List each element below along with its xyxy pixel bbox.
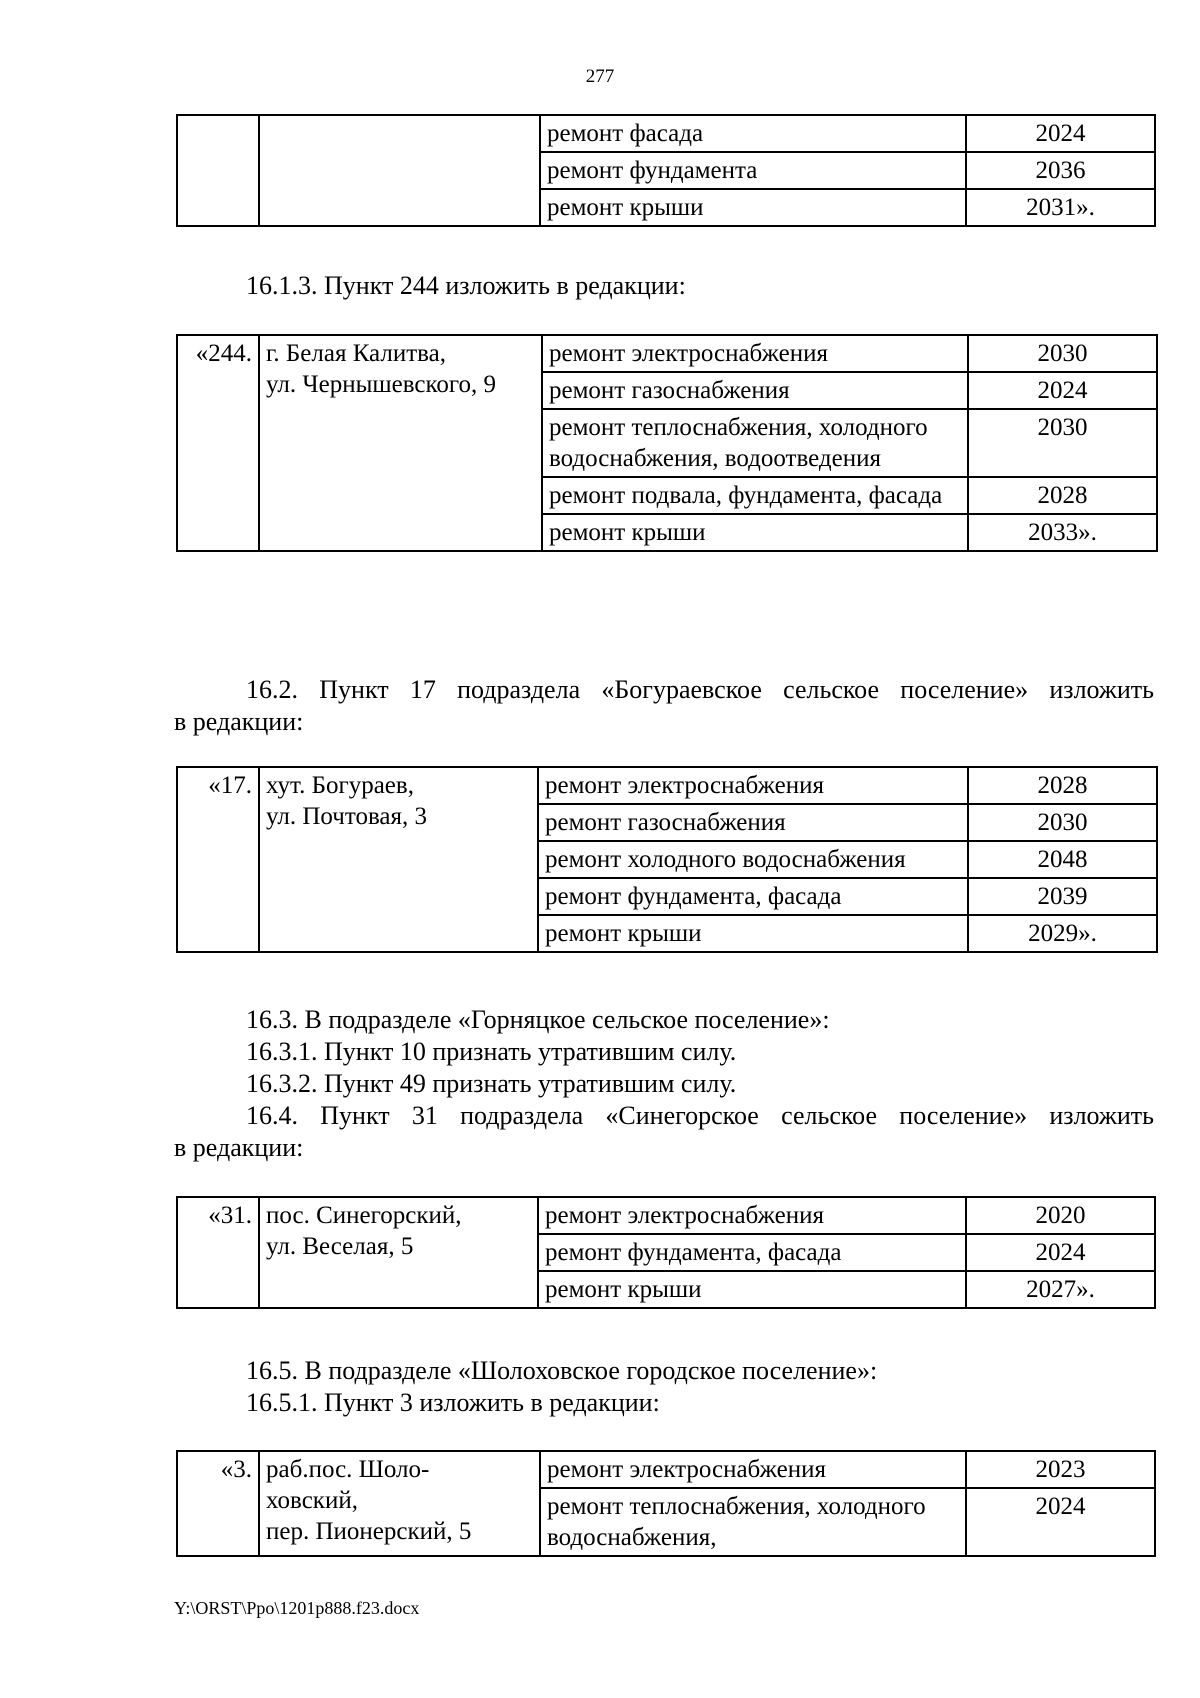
year-cell: 2020 (966, 1197, 1155, 1234)
year-cell: 2048 (968, 841, 1157, 878)
year-cell: 2031». (966, 189, 1155, 226)
item-number-cell: «244. (177, 335, 259, 551)
work-type-cell: ремонт электроснабжения (538, 767, 968, 804)
item-number-cell (177, 115, 259, 226)
address-line: ховский, (266, 1487, 358, 1514)
year-cell: 2027». (966, 1271, 1155, 1308)
address-line: хут. Богураев, (266, 772, 414, 799)
paragraph-line: в редакции: (174, 707, 304, 736)
year-cell: 2036 (966, 152, 1155, 189)
paragraph-16-3-2: 16.3.2. Пункт 49 признать утратившим силу. (246, 1069, 737, 1098)
address-line: раб.пос. Шоло- (266, 1456, 430, 1483)
repair-table-continuation (176, 114, 1156, 227)
work-type-cell: ремонт крыши (540, 189, 966, 226)
paragraph-group-16-5 (174, 1355, 1154, 1419)
work-type-cell: ремонт электроснабжения (542, 335, 968, 372)
work-type-cell: ремонт фасада (540, 115, 966, 152)
item-number-cell: «31. (177, 1197, 259, 1308)
work-type-cell: ремонт крыши (538, 915, 968, 952)
address-cell (259, 115, 540, 226)
year-cell: 2024 (966, 115, 1155, 152)
work-type-cell: ремонт теплоснабжения, холодного водоснабжения, (540, 1488, 966, 1556)
work-type-cell: ремонт теплоснабжения, холодного водоснабжения, водоотведения (542, 409, 968, 477)
paragraph-group-16-3-16-4 (174, 1004, 1154, 1164)
paragraph-16-3: 16.3. В подразделе «Горняцкое сельское поселение»: (246, 1005, 830, 1034)
repair-table-item-17 (176, 766, 1158, 953)
address-line: г. Белая Калитва, (266, 340, 446, 367)
item-number-cell: «3. (177, 1451, 259, 1556)
year-cell: 2030 (968, 335, 1157, 372)
work-type-cell: ремонт фундамента, фасада (538, 1234, 966, 1271)
year-cell: 2024 (968, 372, 1157, 409)
paragraph-16-1-3: 16.1.3. Пункт 244 изложить в редакции: (246, 271, 686, 300)
item-number-cell: «17. (177, 767, 259, 952)
table-row (177, 767, 1157, 804)
work-type-cell: ремонт холодного водоснабжения (538, 841, 968, 878)
address-line: ул. Чернышевского, 9 (266, 371, 497, 398)
address-line: ул. Веселая, 5 (266, 1233, 414, 1260)
table-row (177, 1451, 1155, 1488)
work-type-cell: ремонт электроснабжения (540, 1451, 966, 1488)
address-cell (259, 335, 542, 551)
year-cell: 2028 (968, 767, 1157, 804)
address-line: пер. Пионерский, 5 (266, 1518, 472, 1545)
repair-table-item-3 (176, 1450, 1156, 1557)
paragraph-16-5-1: 16.5.1. Пункт 3 изложить в редакции: (246, 1388, 660, 1417)
year-cell: 2033». (968, 514, 1157, 551)
table-row (177, 335, 1157, 372)
table-row (177, 115, 1155, 152)
address-cell (259, 1197, 538, 1308)
year-cell: 2030 (968, 409, 1157, 477)
repair-table-item-244 (176, 334, 1158, 552)
work-type-cell: ремонт газоснабжения (542, 372, 968, 409)
year-cell: 2030 (968, 804, 1157, 841)
repair-table-item-31 (176, 1196, 1156, 1309)
paragraph-line: 16.2. Пункт 17 подраздела «Богураевское сельское поселение» изложить (246, 675, 1154, 704)
paragraph-16-4-line: в редакции: (174, 1133, 304, 1162)
work-type-cell: ремонт крыши (542, 514, 968, 551)
year-cell: 2023 (966, 1451, 1155, 1488)
year-cell: 2024 (966, 1234, 1155, 1271)
work-type-cell: ремонт фундамента, фасада (538, 878, 968, 915)
footer-file-path: Y:\ORST\Ppo\1201p888.f23.docx (174, 1598, 420, 1618)
work-type-cell: ремонт газоснабжения (538, 804, 968, 841)
paragraph-16-3-1: 16.3.1. Пункт 10 признать утратившим силу. (246, 1037, 737, 1066)
year-cell: 2024 (966, 1488, 1155, 1556)
address-cell (259, 1451, 540, 1556)
address-line: ул. Почтовая, 3 (266, 803, 428, 830)
work-type-cell: ремонт подвала, фундамента, фасада (542, 477, 968, 514)
year-cell: 2039 (968, 878, 1157, 915)
paragraph-16-4-line: 16.4. Пункт 31 подраздела «Синегорское сельское поселение» изложить (246, 1101, 1154, 1130)
paragraph-16-2 (174, 674, 1154, 738)
year-cell: 2028 (968, 477, 1157, 514)
paragraph-16-5: 16.5. В подразделе «Шолоховское городское поселение»: (246, 1356, 878, 1385)
work-type-cell: ремонт электроснабжения (538, 1197, 966, 1234)
page-number: 277 (585, 66, 615, 87)
work-type-cell: ремонт фундамента (540, 152, 966, 189)
table-row (177, 1197, 1155, 1234)
year-cell: 2029». (968, 915, 1157, 952)
address-line: пос. Синегорский, (266, 1202, 462, 1229)
work-type-cell: ремонт крыши (538, 1271, 966, 1308)
address-cell (259, 767, 538, 952)
